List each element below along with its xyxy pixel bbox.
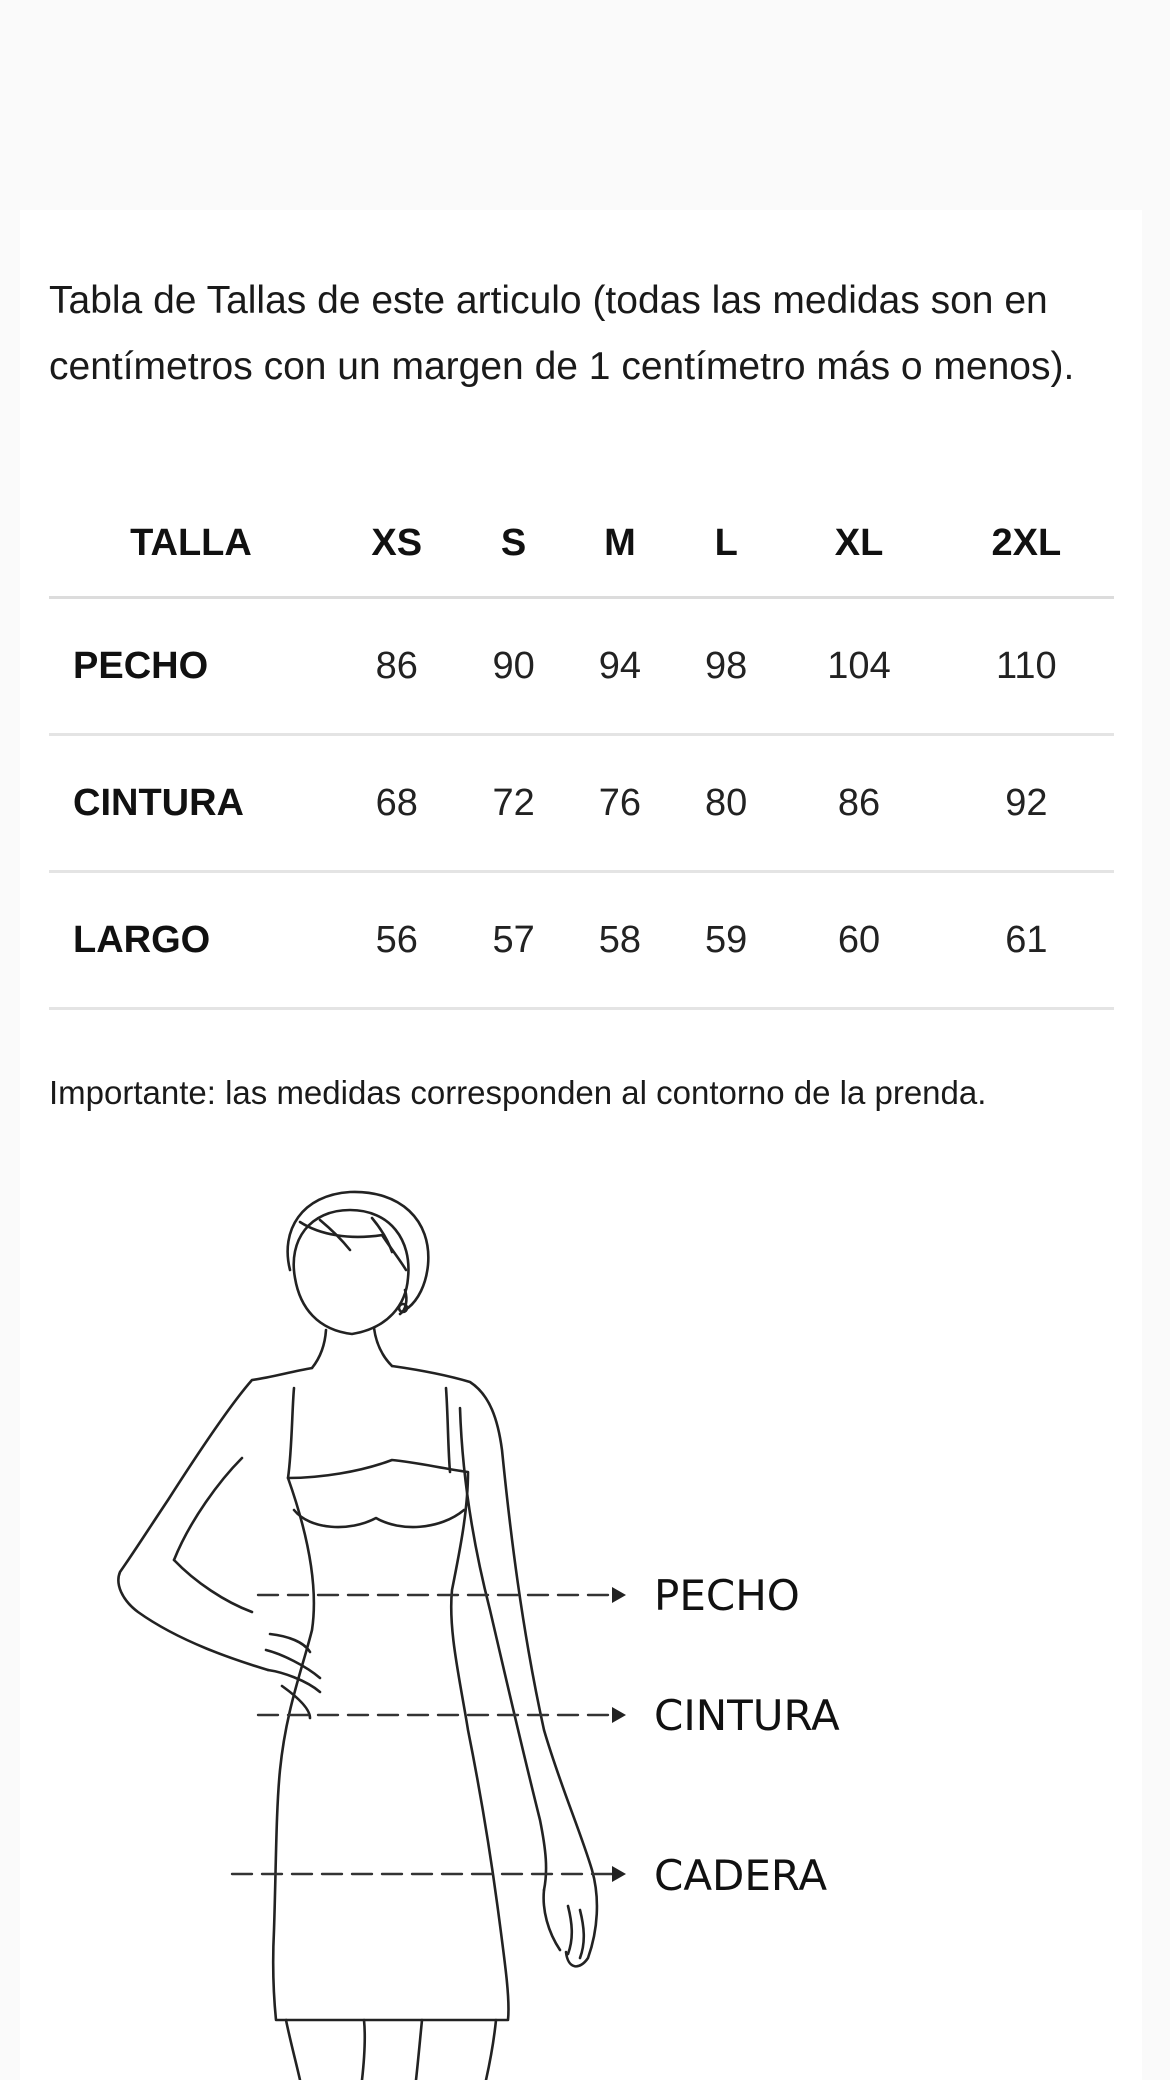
header-talla: TALLA (49, 490, 333, 598)
figure-label-cintura: CINTURA (654, 1691, 840, 1740)
table-cell: 57 (460, 872, 566, 1009)
header-2xl: 2XL (939, 490, 1114, 598)
table-cell: 110 (939, 598, 1114, 735)
header-l: L (673, 490, 779, 598)
table-cell: 92 (939, 735, 1114, 872)
row-label-cintura: CINTURA (49, 735, 333, 872)
table-cell: 61 (939, 872, 1114, 1009)
legs-outline (286, 2020, 496, 2080)
table-cell: 80 (673, 735, 779, 872)
left-arm-outline (118, 1368, 312, 1670)
dress-strap-left (288, 1388, 294, 1478)
table-cell: 86 (779, 735, 938, 872)
table-cell: 58 (567, 872, 673, 1009)
table-cell: 90 (460, 598, 566, 735)
dress-outline (273, 1460, 508, 2020)
figure-label-pecho: PECHO (654, 1571, 800, 1620)
body-measurement-illustration (20, 210, 1142, 2080)
table-cell: 59 (673, 872, 779, 1009)
table-cell: 56 (333, 872, 460, 1009)
measurement-arrows (612, 1587, 626, 1882)
table-cell: 72 (460, 735, 566, 872)
table-cell: 76 (567, 735, 673, 872)
header-xs: XS (333, 490, 460, 598)
table-cell: 94 (567, 598, 673, 735)
row-label-pecho: PECHO (49, 598, 333, 735)
pecho-arrow-icon (612, 1587, 626, 1603)
size-guide-card (20, 210, 1142, 2080)
left-hand-outline (266, 1634, 320, 1718)
measurement-note: Importante: las medidas corresponden al contorno de la prenda. (49, 1074, 987, 1111)
table-cell: 60 (779, 872, 938, 1009)
dress-strap-right (446, 1388, 450, 1472)
table-cell: 104 (779, 598, 938, 735)
table-cell: 98 (673, 598, 779, 735)
header-xl: XL (779, 490, 938, 598)
figure-label-cadera: CADERA (654, 1851, 828, 1900)
neck-outline (312, 1330, 326, 1368)
header-s: S (460, 490, 566, 598)
table-cell: 68 (333, 735, 460, 872)
row-label-largo: LARGO (49, 872, 333, 1009)
cintura-arrow-icon (612, 1707, 626, 1723)
table-cell: 86 (333, 598, 460, 735)
size-guide-intro: Tabla de Tallas de este articulo (todas las medidas son en centímetros con un margen de 1 centímetro más o menos). (49, 279, 1075, 388)
header-m: M (567, 490, 673, 598)
cadera-arrow-icon (612, 1866, 626, 1882)
right-hand-outline (544, 1890, 584, 1958)
